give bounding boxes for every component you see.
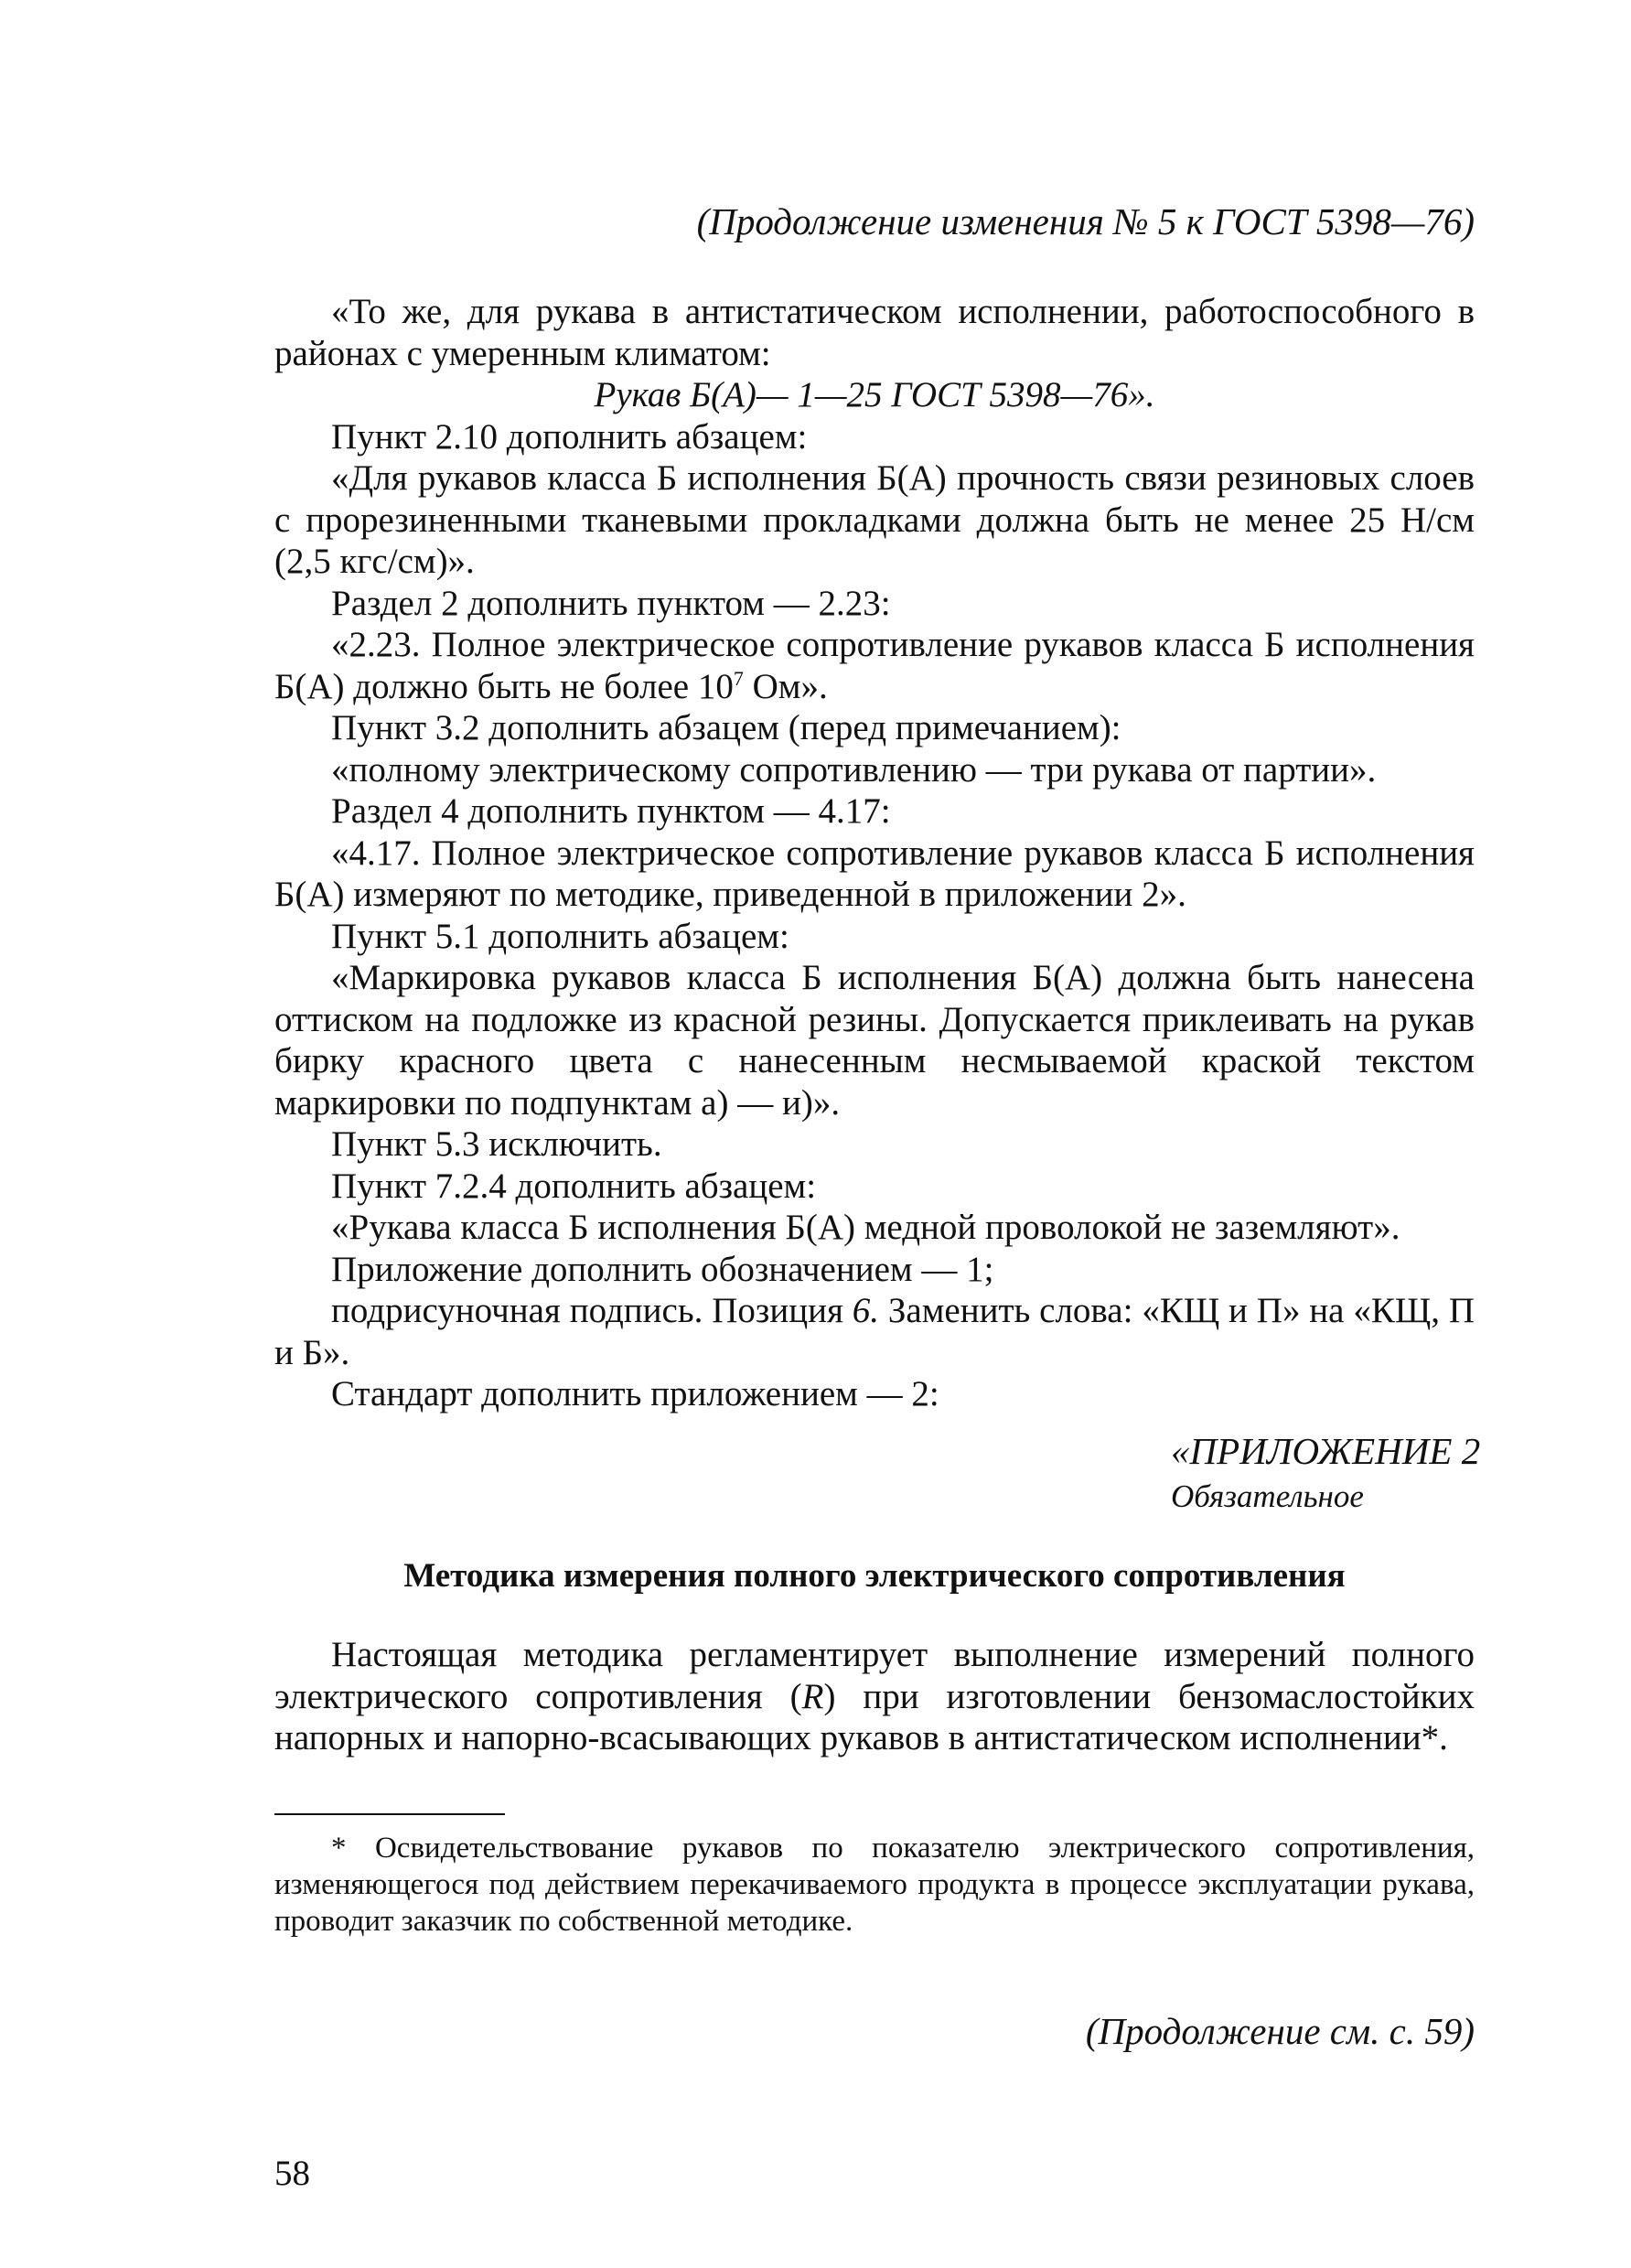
continuation-note: (Продолжение см. с. 59) <box>1085 2010 1475 2052</box>
paragraph-appendix-designation: Приложение дополнить обозначением — 1; <box>331 1249 994 1289</box>
amendment-body <box>274 291 1475 1415</box>
method-intro <box>274 1634 1475 1759</box>
appendix-label <box>1171 1427 1480 1519</box>
running-head: (Продолжение изменения № 5 к ГОСТ 5398—76) <box>696 200 1475 242</box>
paragraph-grounding: «Рукава класса Б исполнения Б(А) медной проволокой не заземляют». <box>331 1208 1400 1247</box>
paragraph-clause-5-1: Пункт 5.1 дополнить абзацем: <box>331 916 789 956</box>
resistance-symbol: R <box>801 1676 824 1716</box>
footnote <box>274 1830 1475 1940</box>
caption-text-b: Заменить слова: «КЩ и П» на «КЩ, П и Б». <box>274 1291 1475 1372</box>
paragraph-section-4: Раздел 4 дополнить пунктом — 4.17: <box>331 791 891 831</box>
paragraph-antistatic-designation: «То же, для рукава в антистатическом исполнении, работоспособного в районах с умеренным климатом: <box>274 292 1475 373</box>
paragraph-clause-2-23 <box>274 624 1475 707</box>
clause-2-23-text: «2.23. Полное электрическое сопротивление рукавов класса Б исполнения Б(А) должно быть не более 10 <box>274 625 1475 706</box>
clause-2-23-unit: Ом». <box>743 666 828 706</box>
intro-text-b: ) при изготовлении бензомаслостойких напорных и напорно-всасывающих рукавов в антистатическом исполнении*. <box>274 1676 1475 1757</box>
intro-text-a: Настоящая методика регламентирует выполнение измерений полного электрического сопротивления ( <box>274 1635 1475 1716</box>
paragraph-marking: «Маркировка рукавов класса Б исполнения Б(А) должна быть нанесена оттиском на подложке из красной резины. Допускается приклеивать на рукав бирку красного цвета с нанесенным несмываемой краской текстом маркировки по подпунктам а) — и)». <box>274 958 1475 1123</box>
page-number: 58 <box>274 2154 310 2193</box>
method-intro-paragraph <box>274 1634 1475 1759</box>
paragraph-caption <box>274 1290 1475 1373</box>
appendix-subtitle: Обязательное <box>1171 1478 1364 1514</box>
paragraph-clause-5-3: Пункт 5.3 исключить. <box>331 1124 662 1164</box>
paragraph-bond-strength: «Для рукавов класса Б исполнения Б(А) прочность связи резиновых слоев с прорезиненными тканевыми прокладками должна быть не менее 25 Н/см (2,5 кгс/см)». <box>274 458 1475 581</box>
paragraph-section-2: Раздел 2 дополнить пунктом — 2.23: <box>331 583 891 623</box>
appendix-title: «ПРИЛОЖЕНИЕ 2 <box>1171 1430 1481 1472</box>
method-title: Методика измерения полного электрического сопротивления <box>403 1557 1346 1595</box>
exponent: 7 <box>733 666 744 690</box>
paragraph-clause-2-10: Пункт 2.10 дополнить абзацем: <box>331 416 808 457</box>
footnote-text: * Освидетельствование рукавов по показателю электрического сопротивления, изменяющегося под действием перекачиваемого продукта в процессе эксплуатации рукава, проводит заказчик по собственной методике. <box>274 1832 1475 1938</box>
paragraph-standard-appendix: Стандарт дополнить приложением — 2: <box>331 1374 939 1413</box>
designation-example: Рукав Б(А)— 1—25 ГОСТ 5398—76». <box>594 375 1155 414</box>
footnote-divider <box>274 1813 505 1815</box>
paragraph-clause-3-2: Пункт 3.2 дополнить абзацем (перед примечанием): <box>331 708 1121 747</box>
paragraph-sampling: «полному электрическому сопротивлению — три рукава от партии». <box>331 749 1377 790</box>
paragraph-clause-4-17: «4.17. Полное электрическое сопротивление рукавов класса Б исполнения Б(А) измеряют по методике, приведенной в приложении 2». <box>274 833 1475 914</box>
caption-text-a: подрисуночная подпись. Позиция <box>331 1291 853 1330</box>
position-number: 6. <box>852 1291 879 1330</box>
paragraph-clause-7-2-4: Пункт 7.2.4 дополнить абзацем: <box>331 1166 817 1206</box>
